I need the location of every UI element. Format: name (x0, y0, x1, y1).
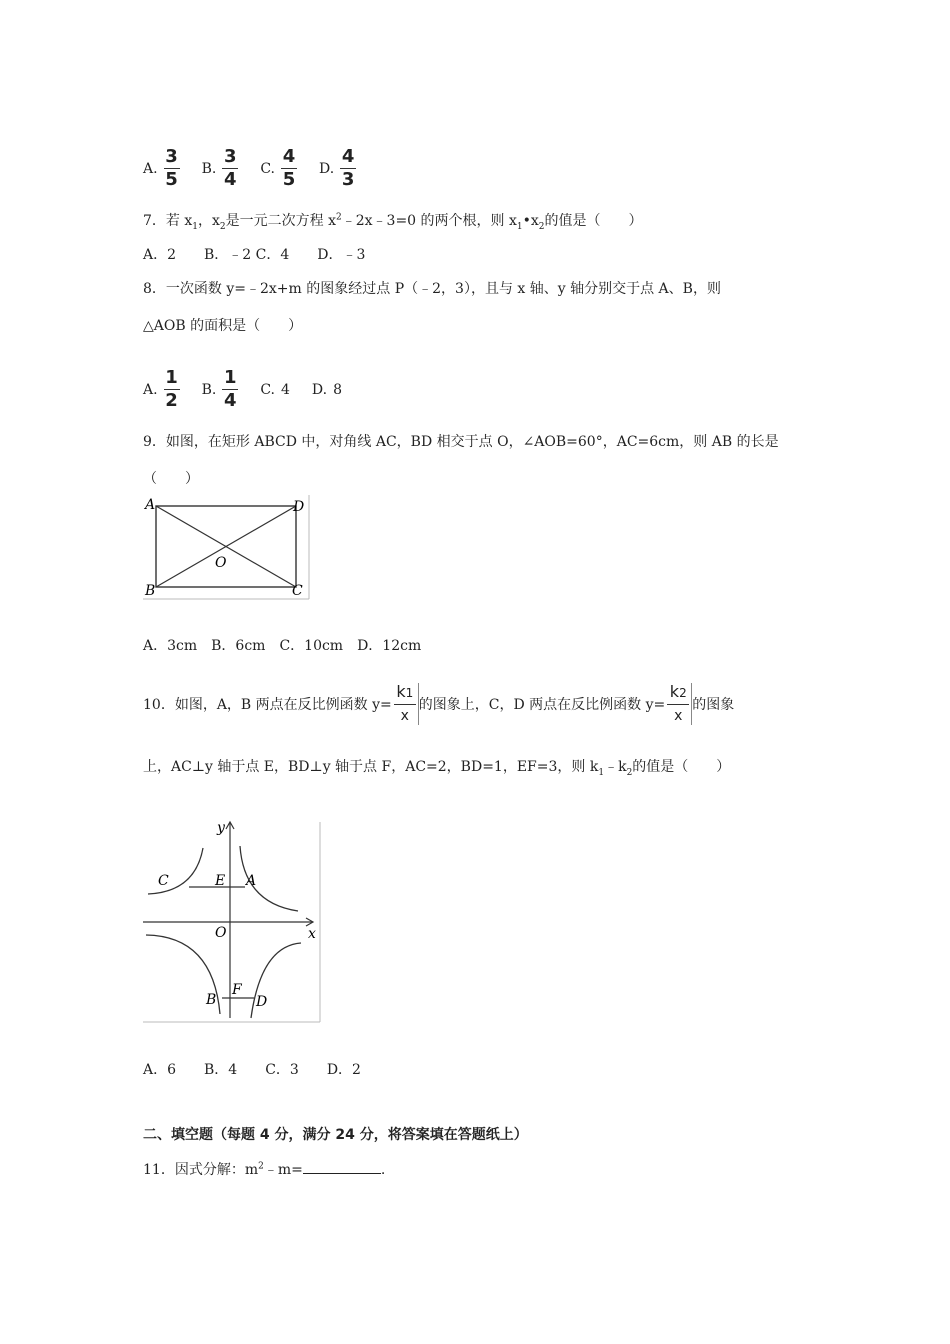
label-y: y (217, 820, 225, 836)
label-c: C (158, 873, 169, 889)
q6-option-d: D. $\frac{4}{3}$ (318, 146, 355, 190)
label-c: C (292, 583, 303, 599)
q7-options: A．2 B．﹣2 C．4 D．﹣3 (143, 247, 366, 263)
label-o: O (215, 925, 227, 941)
label-o: O (215, 555, 227, 571)
q9-options: A．3cm B．6cm C．10cm D．12cm (143, 638, 422, 654)
q10-options: A．6 B．4 C．3 D．2 (143, 1062, 361, 1078)
q11-answer-blank[interactable] (303, 1161, 381, 1174)
q8-options (143, 368, 364, 411)
label-b: B (206, 992, 217, 1008)
fraction-k1-over-x: k1 x (392, 683, 419, 725)
q8-option-d: D. 8 (311, 381, 343, 398)
q10-stem-line2: 上，AC⊥y 轴于点 E，BD⊥y 轴于点 F，AC=2，BD=1，EF=3，则 $k_1﹣k_2$的值是（ ） (143, 759, 731, 778)
label-a: A (246, 873, 257, 889)
q8-option-a: A. $\frac{1}{2}$ (143, 367, 178, 411)
q9-stem-line2: （ ） (143, 471, 199, 487)
q6-options (143, 147, 378, 190)
label-a: A (145, 497, 156, 513)
label-f: F (232, 982, 242, 998)
q10-hyperbola-figure (143, 818, 323, 1024)
fraction-k2-over-x: k2 x (665, 683, 692, 725)
q11-stem: 11．因式分解：$m^2﹣m=$ . (143, 1161, 386, 1178)
label-d: D (256, 994, 268, 1010)
q9-rectangle-figure (143, 495, 311, 601)
label-e: E (215, 873, 226, 889)
q9-stem-line1: 9．如图，在矩形 ABCD 中，对角线 AC，BD 相交于点 O，∠AOB=60°，AC=6cm，则 AB 的长是 (143, 434, 779, 450)
label-b: B (145, 583, 156, 599)
section2-title: 二、填空题（每题 4 分，满分 24 分，将答案填在答题纸上） (143, 1127, 528, 1143)
q7-stem: 7．若 $x_1$，$x_2$是一元二次方程 $x^2﹣2x﹣3=0$ 的两个根，则 $x_1•x_2$的值是（ ） (143, 212, 643, 232)
q8-stem-line2: △AOB 的面积是（ ） (143, 318, 303, 334)
q6-option-b: B. $\frac{3}{4}$ (201, 146, 237, 190)
q6-option-a: A. $\frac{3}{5}$ (143, 146, 178, 190)
label-x: x (308, 926, 316, 942)
q8-option-c: C. 4 (260, 381, 290, 398)
label-d: D (293, 499, 305, 515)
q8-stem-line1: 8．一次函数 y=﹣2x+m 的图象经过点 P（﹣2，3），且与 x 轴、y 轴分别交于点 A、B，则 (143, 281, 721, 297)
q8-option-b: B. $\frac{1}{4}$ (201, 367, 237, 411)
q6-option-c: C. $\frac{4}{5}$ (260, 146, 296, 190)
q10-stem-line1: 10．如图，A，B 两点在反比例函数 y= k1 x 的图象上，C，D 两点在反比例函数 y= k2 x 的图象 (143, 682, 735, 724)
